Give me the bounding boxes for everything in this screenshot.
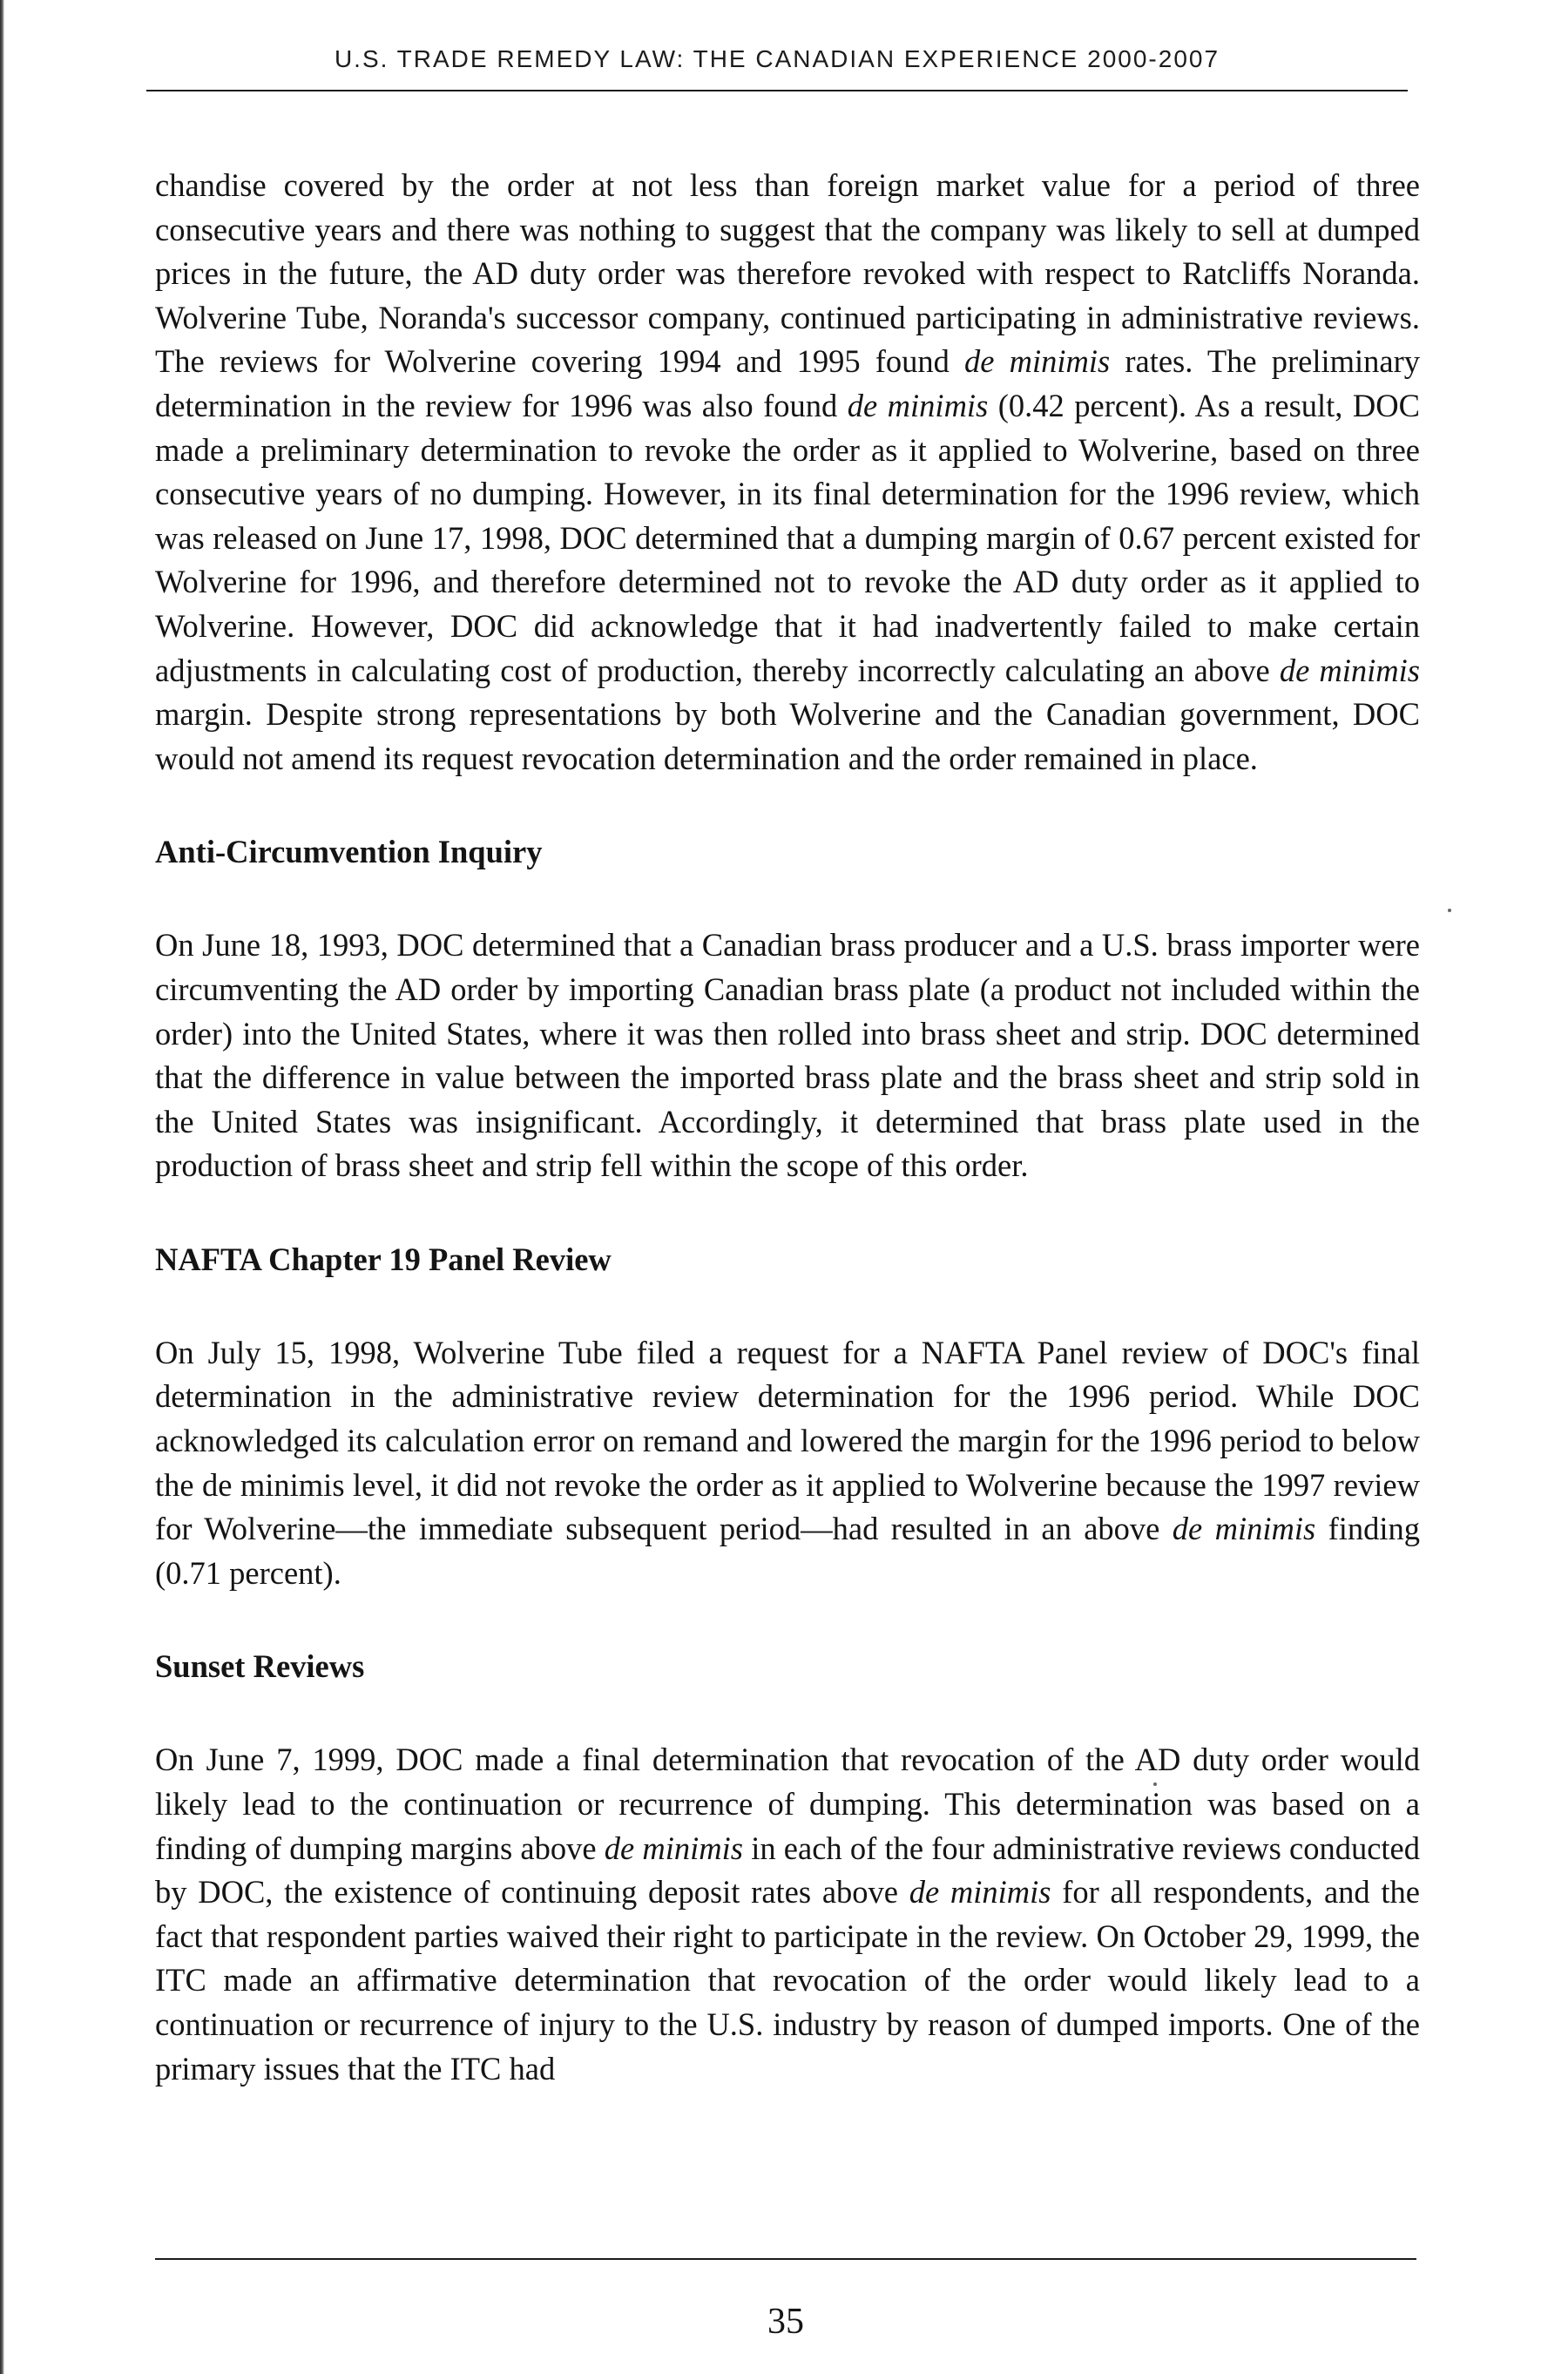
italic-term: de minimis <box>847 387 989 423</box>
heading-anti-circumvention: Anti-Circumvention Inquiry <box>155 834 543 870</box>
paragraph-anti-circumvention: On June 18, 1993, DOC determined that a Canadian brass producer and a U.S. brass importer were circumventing the AD order by importing Canadian brass plate (a product not included within the order) into the United States, where it was then rolled into brass sheet and strip. DOC determined that the difference in value between the imported brass plate and the brass sheet and strip sold in the United States was insignificant. Accordingly, it determined that brass plate used in the production of brass sheet and strip fell within the scope of this order. <box>155 927 1420 1184</box>
text-run: chandise covered by the order at not less than foreign market value for a period of three consecutive years and there was nothing to suggest that the company was likely to sell at dumped prices in the future, the AD duty order was therefore revoked with respect to Ratcliffs Noranda. Wolverine Tube, Noranda's successor company, continued participating in administrative reviews. The reviews for Wolverine covering 1994 and 1995 found <box>155 167 1420 380</box>
header-rule <box>146 90 1408 91</box>
scan-border <box>0 0 4 2374</box>
paragraph-sunset-reviews <box>155 1738 1420 2091</box>
heading-sunset-reviews: Sunset Reviews <box>155 1648 365 1685</box>
paragraph-revocation <box>155 164 1420 781</box>
italic-term: de minimis <box>964 343 1111 380</box>
text-run: finding (0.71 percent). <box>155 1511 1421 1591</box>
italic-term: de minimis <box>604 1830 743 1866</box>
text-run: for all respondents, and the fact that respondent parties waived their right to participate in the review. On October 29, 1999, the ITC made an affirmative determination that revocation of the order would likely lead to a continuation or recurrence of injury to the U.S. industry by reason of dumped imports. One of the primary issues that the ITC had <box>155 1874 1420 2087</box>
italic-term: de minimis <box>1279 652 1421 688</box>
text-run: margin. Despite strong representations by both Wolverine and the Canadian government, DOC would not amend its request revocation determination and the order remained in place. <box>155 696 1420 776</box>
text-run: in each of the four administrative reviews conducted by DOC, the existence of continuing deposit rates above <box>155 1830 1420 1911</box>
text-run: On July 15, 1998, Wolverine Tube filed a request for a NAFTA Panel review of DOC's final determination in the administrative review determination for the 1996 period. While DOC acknowledged its calculation error on remand and lowered the margin for the 1996 period to below the de minimis level, it did not revoke the order as it applied to Wolverine because the 1997 review for Wolverine—the immediate subsequent period—had resulted in an above <box>155 1334 1420 1547</box>
italic-term: de minimis <box>1172 1511 1316 1547</box>
heading-nafta-panel-review: NAFTA Chapter 19 Panel Review <box>155 1241 612 1277</box>
italic-term: de minimis <box>909 1874 1051 1911</box>
text-run: rates. The preliminary determination in the review for 1996 was also found <box>155 343 1421 423</box>
page-body <box>155 164 1420 2091</box>
text-run: (0.42 percent). As a result, DOC made a preliminary determination to revoke the order as it applied to Wolverine, based on three consecutive years of no dumping. However, in its final determination for the 1996 review, which was released on June 17, 1998, DOC determined that a dumping margin of 0.67 percent existed for Wolverine for 1996, and therefore determined not to revoke the AD duty order as it applied to Wolverine. However, DOC did acknowledge that it had inadvertently failed to make certain adjustments in calculating cost of production, thereby incorrectly calculating an above <box>155 387 1420 688</box>
running-header: U.S. TRADE REMEDY LAW: THE CANADIAN EXPERIENCE 2000-2007 <box>334 45 1220 72</box>
page-number: 35 <box>767 2302 804 2342</box>
paragraph-nafta-panel-review <box>155 1331 1420 1596</box>
footer-rule <box>155 2258 1416 2260</box>
text-run: On June 7, 1999, DOC made a final determination that revocation of the AD duty order would likely lead to the continuation or recurrence of dumping. This determination was based on a finding of dumping margins above <box>155 1742 1420 1866</box>
scan-speck <box>1448 909 1451 912</box>
